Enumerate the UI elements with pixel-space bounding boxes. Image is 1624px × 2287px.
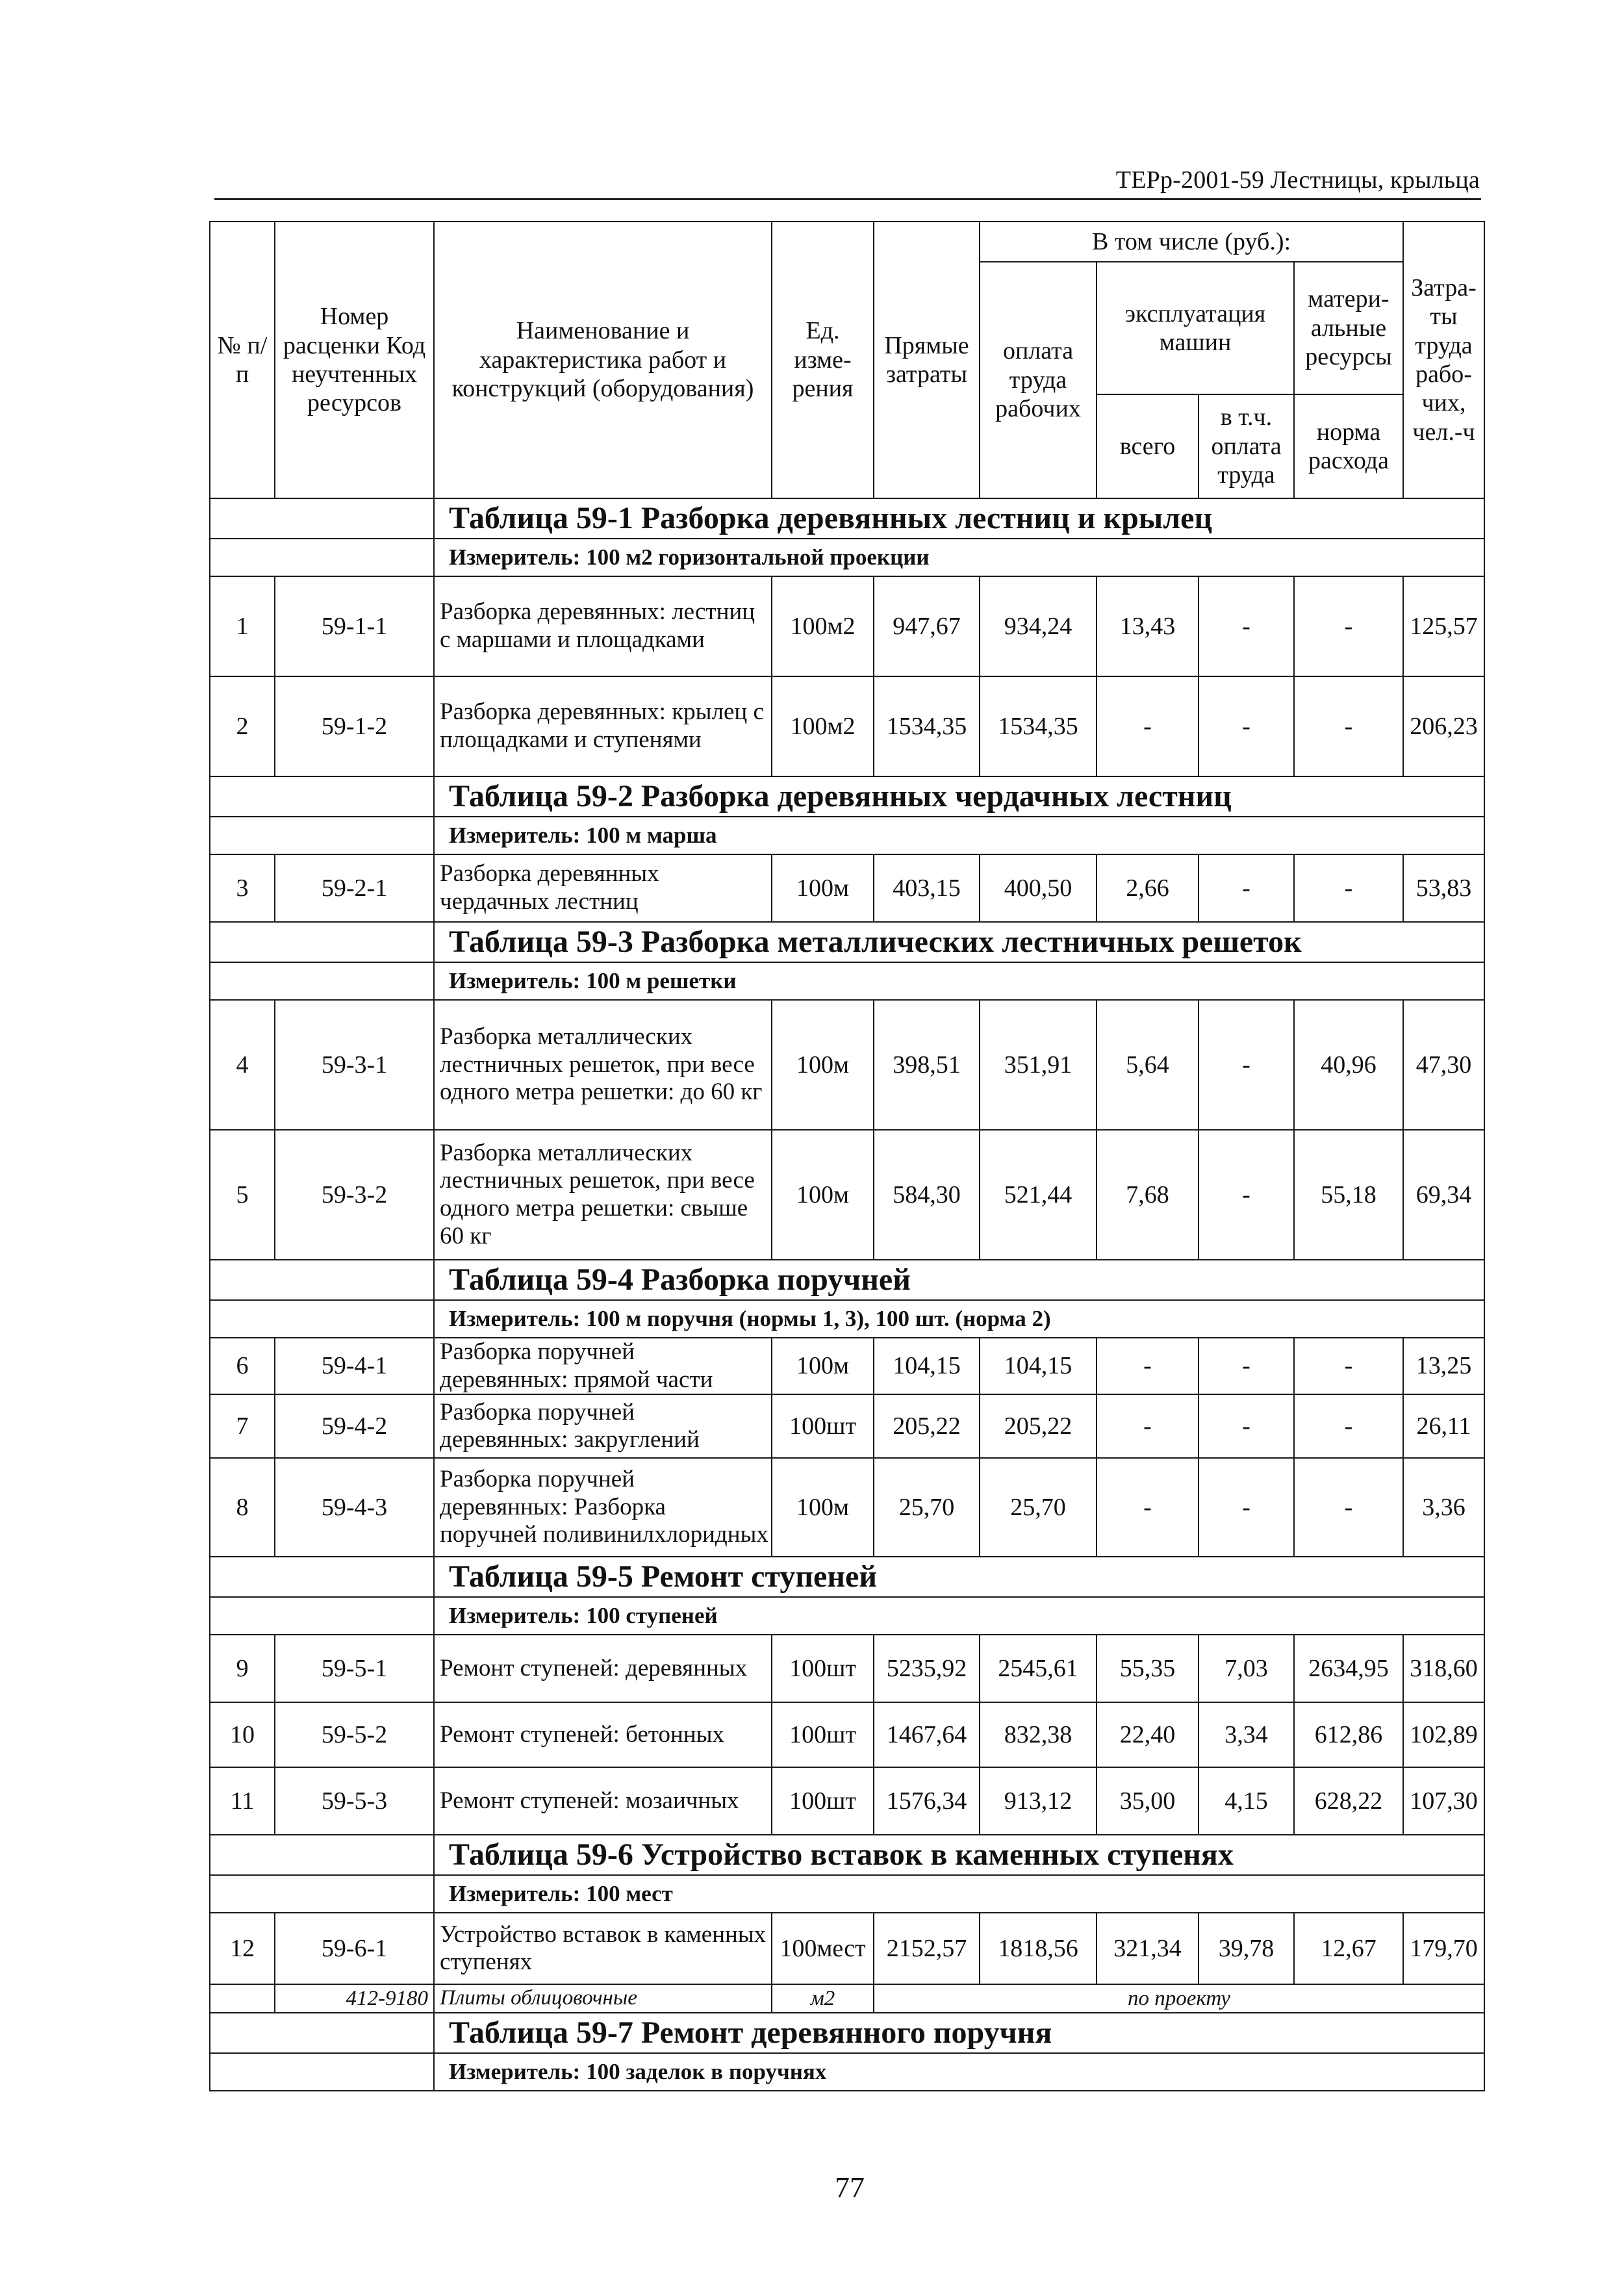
rate-code: 59-5-1: [275, 1635, 434, 1702]
table-row: [210, 1458, 1484, 1557]
table-row: [210, 854, 1484, 922]
labor-cost: 102,89: [1403, 1702, 1484, 1767]
machines-total: 35,00: [1097, 1767, 1199, 1835]
section-title: Таблица 59-2 Разборка деревянных чердачных лестниц: [434, 776, 1484, 817]
labor-pay: 205,22: [980, 1394, 1097, 1458]
section-title: Таблица 59-7 Ремонт деревянного поручня: [434, 2013, 1484, 2053]
measure-spacer: [210, 539, 434, 576]
rate-code: 59-4-1: [275, 1338, 434, 1394]
work-name: Разборка деревянных: лестниц с маршами и площадками: [434, 576, 772, 676]
row-number: 7: [210, 1394, 275, 1458]
col-machines-header: эксплуатация машин: [1097, 262, 1294, 394]
title-spacer: [210, 776, 434, 817]
rate-code: 59-3-2: [275, 1130, 434, 1260]
row-number: 2: [210, 676, 275, 776]
section-measure: Измеритель: 100 ступеней: [434, 1597, 1484, 1635]
labor-pay: 25,70: [980, 1458, 1097, 1557]
row-number: 6: [210, 1338, 275, 1394]
machines-labor-pay: 4,15: [1199, 1767, 1294, 1835]
col-machines-incl-header: в т.ч. оплата труда: [1199, 394, 1294, 498]
materials: -: [1294, 854, 1403, 922]
measure-spacer: [210, 962, 434, 1000]
col-labor-pay-header: оплата труда рабочих: [980, 262, 1097, 498]
machines-total: 13,43: [1097, 576, 1199, 676]
labor-cost: 179,70: [1403, 1913, 1484, 1984]
labor-cost: 13,25: [1403, 1338, 1484, 1394]
labor-pay: 1534,35: [980, 676, 1097, 776]
measure-spacer: [210, 1300, 434, 1338]
direct-cost: 104,15: [874, 1338, 980, 1394]
resource-code: 412-9180: [275, 1984, 434, 2013]
labor-cost: 26,11: [1403, 1394, 1484, 1458]
section-title: Таблица 59-1 Разборка деревянных лестниц и крылец: [434, 498, 1484, 539]
machines-labor-pay: -: [1199, 854, 1294, 922]
col-materials-header: матери-альные ресурсы: [1294, 262, 1403, 394]
labor-cost: 3,36: [1403, 1458, 1484, 1557]
table-row: [210, 1767, 1484, 1835]
rate-code: 59-2-1: [275, 854, 434, 922]
direct-cost: 1467,64: [874, 1702, 980, 1767]
table-row: [210, 1635, 1484, 1702]
col-code-header: Номер расценки Код неучтенных ресурсов: [275, 222, 434, 498]
materials: 12,67: [1294, 1913, 1403, 1984]
materials: 2634,95: [1294, 1635, 1403, 1702]
section-measure: Измеритель: 100 м поручня (нормы 1, 3), 100 шт. (норма 2): [434, 1300, 1484, 1338]
row-number: 3: [210, 854, 275, 922]
machines-labor-pay: 39,78: [1199, 1913, 1294, 1984]
materials: -: [1294, 1458, 1403, 1557]
unit: 100м: [772, 1130, 874, 1260]
row-number: 12: [210, 1913, 275, 1984]
rate-code: 59-4-2: [275, 1394, 434, 1458]
unit: 100м: [772, 1458, 874, 1557]
rate-code: 59-4-3: [275, 1458, 434, 1557]
machines-total: 5,64: [1097, 1000, 1199, 1130]
col-unit-header: Ед. изме-рения: [772, 222, 874, 498]
labor-cost: 125,57: [1403, 576, 1484, 676]
work-name: Ремонт ступеней: мозаичных: [434, 1767, 772, 1835]
work-name: Разборка деревянных чердачных лестниц: [434, 854, 772, 922]
machines-labor-pay: 7,03: [1199, 1635, 1294, 1702]
materials: 55,18: [1294, 1130, 1403, 1260]
work-name: Разборка поручней деревянных: закруглений: [434, 1394, 772, 1458]
direct-cost: 5235,92: [874, 1635, 980, 1702]
col-machines-total-header: всего: [1097, 394, 1199, 498]
labor-pay: 934,24: [980, 576, 1097, 676]
unit: 100м: [772, 854, 874, 922]
resource-unit: м2: [772, 1984, 874, 2013]
labor-cost: 69,34: [1403, 1130, 1484, 1260]
work-name: Разборка деревянных: крылец с площадками и ступенями: [434, 676, 772, 776]
resource-amount: по проекту: [874, 1984, 1484, 2013]
labor-pay: 1818,56: [980, 1913, 1097, 1984]
col-num-header: № п/п: [210, 222, 275, 498]
table-row: [210, 1702, 1484, 1767]
labor-pay: 2545,61: [980, 1635, 1097, 1702]
title-spacer: [210, 1835, 434, 1875]
machines-total: 321,34: [1097, 1913, 1199, 1984]
row-number: 5: [210, 1130, 275, 1260]
unit: 100м: [772, 1000, 874, 1130]
col-name-header: Наименование и характеристика работ и конструкций (оборудования): [434, 222, 772, 498]
section-measure: Измеритель: 100 мест: [434, 1875, 1484, 1913]
direct-cost: 25,70: [874, 1458, 980, 1557]
labor-pay: 832,38: [980, 1702, 1097, 1767]
measure-spacer: [210, 1597, 434, 1635]
measure-spacer: [210, 1875, 434, 1913]
col-including-header: В том числе (руб.):: [980, 222, 1403, 262]
machines-total: 22,40: [1097, 1702, 1199, 1767]
section-measure: Измеритель: 100 м решетки: [434, 962, 1484, 1000]
header-rule: [214, 198, 1481, 200]
unit: 100мест: [772, 1913, 874, 1984]
resource-row: [210, 1984, 1484, 2013]
row-number: 11: [210, 1767, 275, 1835]
materials: -: [1294, 1338, 1403, 1394]
work-name: Устройство вставок в каменных ступенях: [434, 1913, 772, 1984]
title-spacer: [210, 1260, 434, 1300]
row-number: 10: [210, 1702, 275, 1767]
machines-labor-pay: -: [1199, 1458, 1294, 1557]
direct-cost: 403,15: [874, 854, 980, 922]
direct-cost: 584,30: [874, 1130, 980, 1260]
materials: -: [1294, 1394, 1403, 1458]
unit: 100м2: [772, 676, 874, 776]
row-number: 1: [210, 576, 275, 676]
machines-total: -: [1097, 1394, 1199, 1458]
unit: 100м2: [772, 576, 874, 676]
machines-total: 7,68: [1097, 1130, 1199, 1260]
labor-cost: 318,60: [1403, 1635, 1484, 1702]
unit: 100шт: [772, 1394, 874, 1458]
rate-code: 59-1-1: [275, 576, 434, 676]
title-spacer: [210, 498, 434, 539]
resource-name: Плиты облицовочные: [434, 1984, 772, 2013]
labor-cost: 53,83: [1403, 854, 1484, 922]
labor-pay: 104,15: [980, 1338, 1097, 1394]
page-number: 77: [835, 2171, 865, 2204]
rates-table: [209, 221, 1485, 2091]
machines-labor-pay: -: [1199, 1394, 1294, 1458]
machines-labor-pay: 3,34: [1199, 1702, 1294, 1767]
labor-cost: 206,23: [1403, 676, 1484, 776]
machines-labor-pay: -: [1199, 1000, 1294, 1130]
section-measure: Измеритель: 100 заделок в поручнях: [434, 2053, 1484, 2091]
work-name: Разборка металлических лестничных решеток, при весе одного метра решетки: свыше 60 кг: [434, 1130, 772, 1260]
rate-code: 59-6-1: [275, 1913, 434, 1984]
measure-spacer: [210, 2053, 434, 2091]
direct-cost: 1534,35: [874, 676, 980, 776]
machines-total: -: [1097, 1338, 1199, 1394]
col-labor-header: Затра-ты труда рабо-чих, чел.-ч: [1403, 222, 1484, 498]
unit: 100м: [772, 1338, 874, 1394]
machines-labor-pay: -: [1199, 1338, 1294, 1394]
rate-code: 59-5-3: [275, 1767, 434, 1835]
title-spacer: [210, 922, 434, 962]
materials: 628,22: [1294, 1767, 1403, 1835]
rate-code: 59-5-2: [275, 1702, 434, 1767]
labor-cost: 107,30: [1403, 1767, 1484, 1835]
work-name: Ремонт ступеней: деревянных: [434, 1635, 772, 1702]
labor-pay: 400,50: [980, 854, 1097, 922]
labor-pay: 521,44: [980, 1130, 1097, 1260]
materials: -: [1294, 676, 1403, 776]
unit: 100шт: [772, 1702, 874, 1767]
page-header: ТЕРр-2001-59 Лестницы, крыльца: [1115, 166, 1480, 194]
materials: -: [1294, 576, 1403, 676]
labor-cost: 47,30: [1403, 1000, 1484, 1130]
unit: 100шт: [772, 1635, 874, 1702]
labor-pay: 351,91: [980, 1000, 1097, 1130]
machines-labor-pay: -: [1199, 576, 1294, 676]
work-name: Разборка металлических лестничных решеток, при весе одного метра решетки: до 60 кг: [434, 1000, 772, 1130]
table-row: [210, 576, 1484, 676]
direct-cost: 947,67: [874, 576, 980, 676]
section-measure: Измеритель: 100 м2 горизонтальной проекции: [434, 539, 1484, 576]
direct-cost: 398,51: [874, 1000, 980, 1130]
labor-pay: 913,12: [980, 1767, 1097, 1835]
table-row: [210, 1338, 1484, 1394]
title-spacer: [210, 1557, 434, 1597]
materials: 40,96: [1294, 1000, 1403, 1130]
title-spacer: [210, 2013, 434, 2053]
row-number: 8: [210, 1458, 275, 1557]
row-number: 9: [210, 1635, 275, 1702]
materials: 612,86: [1294, 1702, 1403, 1767]
direct-cost: 205,22: [874, 1394, 980, 1458]
work-name: Разборка поручней деревянных: прямой части: [434, 1338, 772, 1394]
section-title: Таблица 59-5 Ремонт ступеней: [434, 1557, 1484, 1597]
table-row: [210, 1913, 1484, 1984]
section-title: Таблица 59-4 Разборка поручней: [434, 1260, 1484, 1300]
rate-code: 59-3-1: [275, 1000, 434, 1130]
table-row: [210, 1130, 1484, 1260]
work-name: Разборка поручней деревянных: Разборка поручней поливинилхлоридных: [434, 1458, 772, 1557]
machines-total: -: [1097, 1458, 1199, 1557]
col-direct-header: Прямые затраты: [874, 222, 980, 498]
machines-labor-pay: -: [1199, 1130, 1294, 1260]
direct-cost: 1576,34: [874, 1767, 980, 1835]
section-measure: Измеритель: 100 м марша: [434, 817, 1484, 854]
table-row: [210, 1000, 1484, 1130]
machines-total: 55,35: [1097, 1635, 1199, 1702]
table-row: [210, 1394, 1484, 1458]
machines-total: -: [1097, 676, 1199, 776]
measure-spacer: [210, 817, 434, 854]
machines-labor-pay: -: [1199, 676, 1294, 776]
row-number: 4: [210, 1000, 275, 1130]
resource-spacer: [210, 1984, 275, 2013]
table-row: [210, 676, 1484, 776]
unit: 100шт: [772, 1767, 874, 1835]
rate-code: 59-1-2: [275, 676, 434, 776]
section-title: Таблица 59-6 Устройство вставок в каменных ступенях: [434, 1835, 1484, 1875]
work-name: Ремонт ступеней: бетонных: [434, 1702, 772, 1767]
col-materials-norm-header: норма расхода: [1294, 394, 1403, 498]
machines-total: 2,66: [1097, 854, 1199, 922]
section-title: Таблица 59-3 Разборка металлических лестничных решеток: [434, 922, 1484, 962]
direct-cost: 2152,57: [874, 1913, 980, 1984]
